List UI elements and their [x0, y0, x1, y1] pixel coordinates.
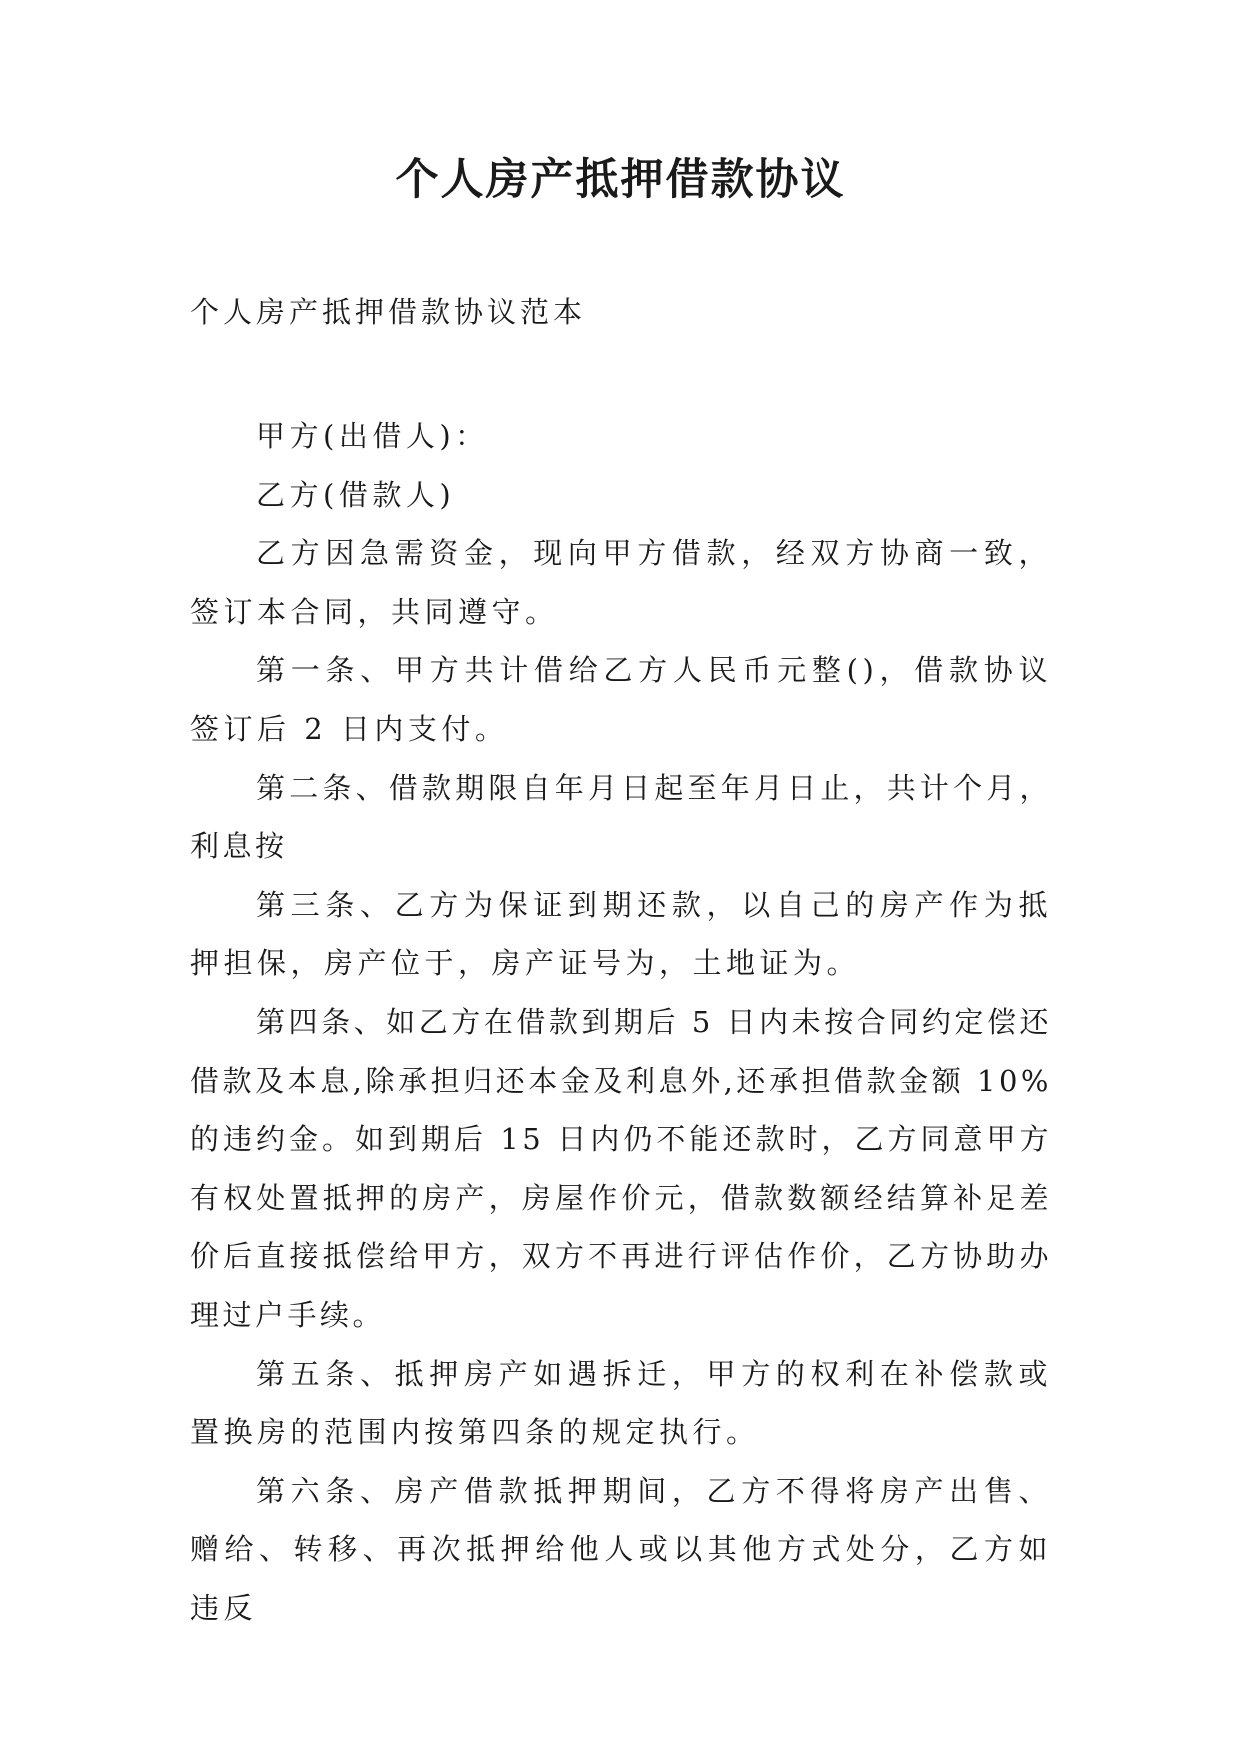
article-3: 第三条、乙方为保证到期还款，以自己的房产作为抵押担保，房产位于，房产证号为，土地证为。 — [190, 887, 1052, 981]
article-4: 第四条、如乙方在借款到期后 5 日内未按合同约定偿还借款及本息,除承担归还本金及利息外,还承担借款金额 10%的违约金。如到期后 15 日内仍不能还款时，乙方同意甲方有权处置抵押的房产，房屋作价元，借款数额经结算补足差价后直接抵偿给甲方，双方不再进行评估作价，乙方协助办理过户手续。 — [190, 1004, 1052, 1332]
document-title: 个人房产抵押借款协议 — [395, 155, 846, 205]
document-body — [190, 407, 1052, 1637]
document-subtitle: 个人房产抵押借款协议范本 — [190, 295, 587, 329]
preamble-paragraph: 乙方因急需资金，现向甲方借款，经双方协商一致，签订本合同，共同遵守。 — [190, 536, 1052, 629]
article-1: 第一条、甲方共计借给乙方人民币元整()，借款协议签订后 2 日内支付。 — [190, 653, 1052, 746]
article-6: 第六条、房产借款抵押期间，乙方不得将房产出售、赠给、转移、再次抵押给他人或以其他方式处分，乙方如违反 — [190, 1473, 1052, 1625]
article-5: 第五条、抵押房产如遇拆迁，甲方的权利在补偿款或置换房的范围内按第四条的规定执行。 — [190, 1356, 1052, 1450]
party-b-line: 乙方(借款人) — [256, 477, 456, 512]
article-2: 第二条、借款期限自年月日起至年月日止，共计个月，利息按 — [190, 770, 1052, 864]
party-a-line: 甲方(出借人)： — [256, 419, 489, 453]
